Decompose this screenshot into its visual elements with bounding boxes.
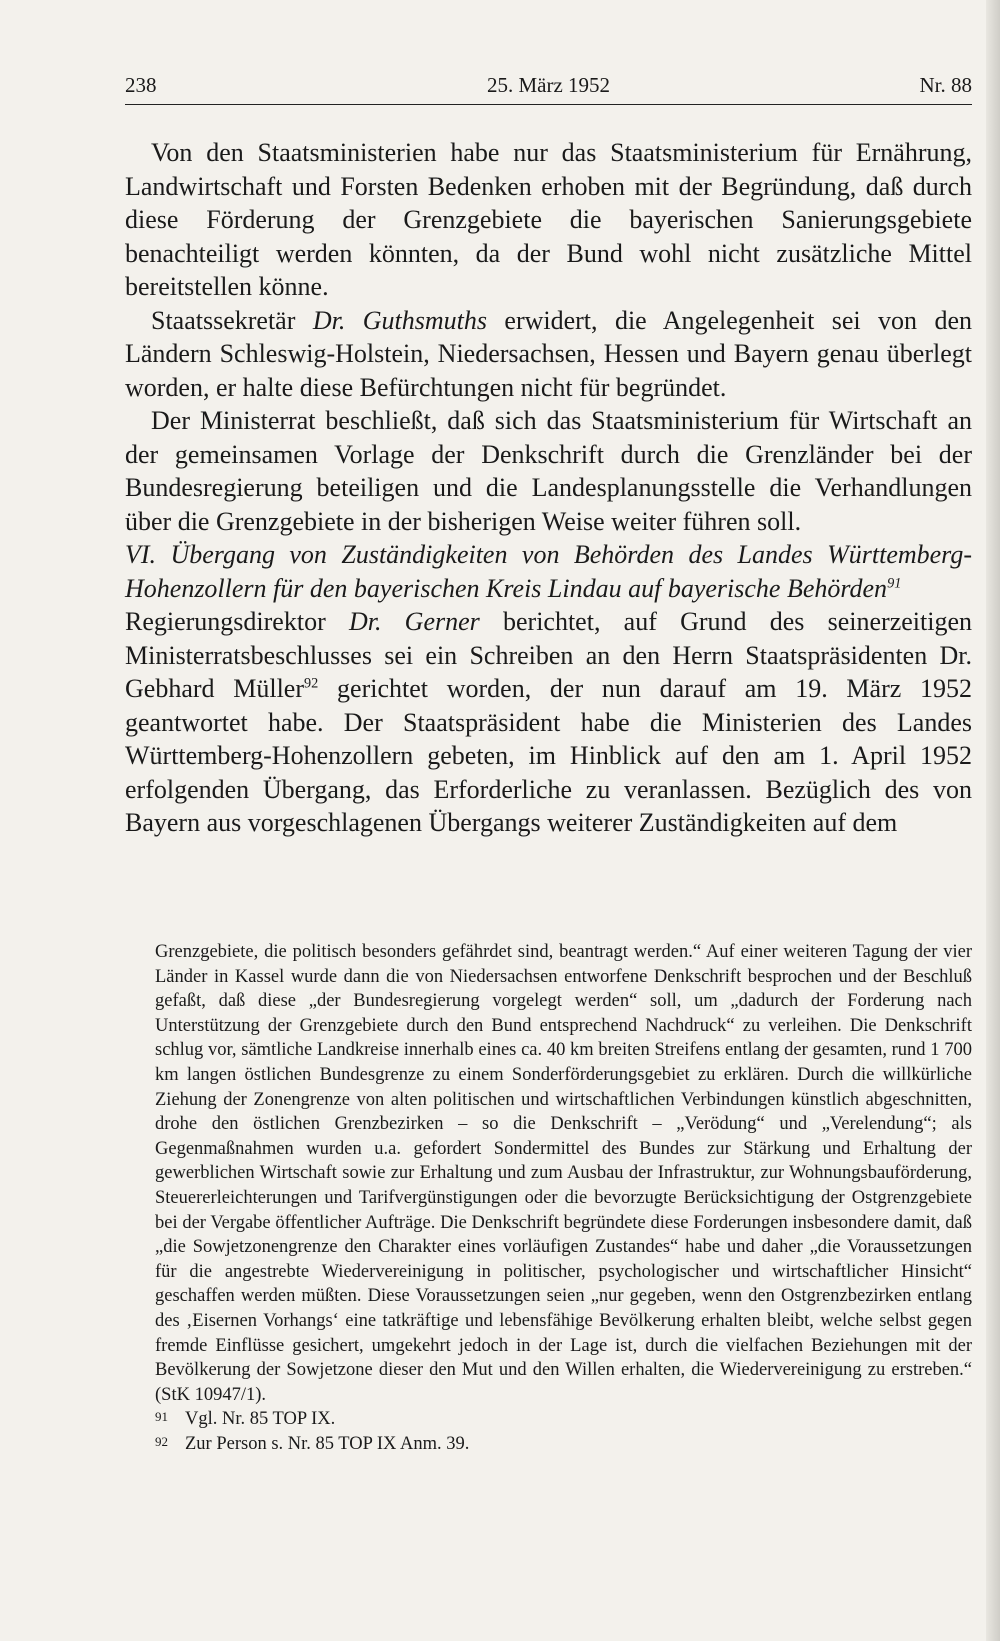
header-date: 25. März 1952 bbox=[486, 73, 611, 97]
section-heading-text: VI. Übergang von Zuständigkeiten von Behörden des Landes Württemberg-Hohenzollern für den bayerischen Kreis Lindau auf bayerische Behörden bbox=[125, 540, 972, 603]
speaker-title: Staatssekretär bbox=[151, 305, 313, 335]
footnote-number: 92 bbox=[155, 1433, 168, 1449]
paragraph-guthsmuths bbox=[125, 304, 972, 405]
paragraph-text: gerichtet worden, der nun darauf am 19. März 1952 geantwortet habe. Der Staatspräsident habe die Ministerien des Landes Württemberg-Hohenzollern gebeten, im Hinblick auf den am 1. April 1952 erfolgenden Übergang, das Erforderliche zu veranlassen. Bezüglich des von Bayern aus vorgeschlagenen Übergangs weiterer Zuständigkeiten auf dem bbox=[125, 674, 973, 837]
footnotes bbox=[155, 940, 972, 1456]
header-rule bbox=[125, 104, 972, 105]
paragraph-gerner bbox=[125, 605, 972, 840]
footnote-text: Vgl. Nr. 85 TOP IX. bbox=[185, 1409, 336, 1430]
footnote-text: Zur Person s. Nr. 85 TOP IX Anm. 39. bbox=[185, 1433, 470, 1454]
main-text bbox=[125, 136, 972, 840]
speaker-name: Dr. Gerner bbox=[348, 607, 480, 636]
page-edge-shadow bbox=[986, 0, 1000, 1641]
footnote-92 bbox=[155, 1432, 972, 1457]
footnote-ref[interactable]: 91 bbox=[887, 574, 902, 591]
page-number: 238 bbox=[125, 73, 157, 97]
document-number: Nr. 88 bbox=[919, 73, 972, 97]
footnote-continuation: Grenzgebiete, die politisch besonders gefährdet sind, beantragt werden.“ Auf einer weiteren Tagung der vier Länder in Kassel wurde dann die von Niedersachsen entworfene Denkschrift besprochen und der Beschluß gefaßt, daß diese „der Bundesregierung vorgelegt werden“ soll, um „dadurch der Forderung nach Unterstützung der Grenzgebiete durch den Bund entsprechend Nachdruck“ zu verleihen. Die Denkschrift schlug vor, sämtliche Landkreise innerhalb eines ca. 40 km breiten Streifens entlang der gesamten, rund 1 700 km langen östlichen Bundesgrenze zu einem Sonderförderungsgebiet zu erklären. Durch die willkürliche Ziehung der Zonengrenze von alten politischen und wirtschaftlichen Verbindungen künstlich abgeschnitten, drohe den östlichen Grenzbezirken – so die Denkschrift – „Verödung“ und „Verelendung“; als Gegenmaßnahmen wurden u.a. gefordert Sondermittel des Bundes zur Stärkung und Erhaltung der gewerblichen Wirtschaft sowie zur Erhaltung und zum Ausbau der Infrastruktur, zur Wohnungsbauförderung, Steuererleichterungen und Tarifvergünstigungen oder die bevorzugte Berücksichtigung der Ostgrenzgebiete bei der Vergabe öffentlicher Aufträge. Die Denkschrift begründete diese Forderungen insbesondere damit, daß „die Sowjetzonengrenze den Charakter eines vorläufigen Zustandes“ habe und daher „die Voraussetzungen für die angestrebte Wiedervereinigung in politischer, psychologischer und wirtschaftlicher Hinsicht“ geschaffen werden müßten. Diese Voraussetzungen seien „nur gegeben, wenn den Ostgrenzbezirken entlang des ‚Eisernen Vorhangs‘ eine tatkräftige und lebensfähige Bevölkerung erhalten bleibt, welche selbst gegen fremde Einflüsse gesichert, umgekehrt jedoch in der Lage ist, durch die vielfachen Beziehungen mit der Bevölkerung der Sowjetzone dieser den Mut und den Willen erhalten, die Wiedervereinigung zu erstreben.“ (StK 10947/1). bbox=[155, 942, 972, 1405]
paragraph-text: berichtet, auf Grund des seinerzeitigen Ministerratsbeschlusses sei ein Schreiben an den Herrn Staatspräsidenten Dr. Gebhard Müller bbox=[125, 607, 972, 703]
speaker-title: Regierungsdirektor bbox=[125, 607, 349, 636]
section-heading bbox=[125, 538, 972, 605]
footnote-number: 91 bbox=[155, 1409, 168, 1425]
footnote-91 bbox=[155, 1407, 972, 1432]
speaker-name: Dr. Guthsmuths bbox=[312, 305, 487, 335]
footnote-ref[interactable]: 92 bbox=[304, 675, 319, 692]
paragraph-text: erwidert, die Angelegenheit sei von den Ländern Schleswig-Holstein, Niedersachsen, Hessen und Bayern genau überlegt worden, er halte diese Befürchtungen nicht für begründet. bbox=[125, 305, 972, 402]
paragraph-objection: Von den Staatsministerien habe nur das Staatsministerium für Ernährung, Landwirtschaft und Forsten Bedenken erhoben mit der Begründung, daß durch diese Förderung der Grenzgebiete die bayerischen Sanierungsgebiete benachteiligt werden könnten, da der Bund wohl nicht zusätzliche Mittel bereitstellen könne. bbox=[125, 138, 972, 301]
paragraph-resolution: Der Ministerrat beschließt, daß sich das Staatsministerium für Wirtschaft an der gemeinsamen Vorlage der Denkschrift durch die Grenzländer bei der Bundesregierung beteiligen und die Landesplanungsstelle die Verhandlungen über die Grenzgebiete in der bisherigen Weise weiter führen soll. bbox=[125, 406, 972, 536]
